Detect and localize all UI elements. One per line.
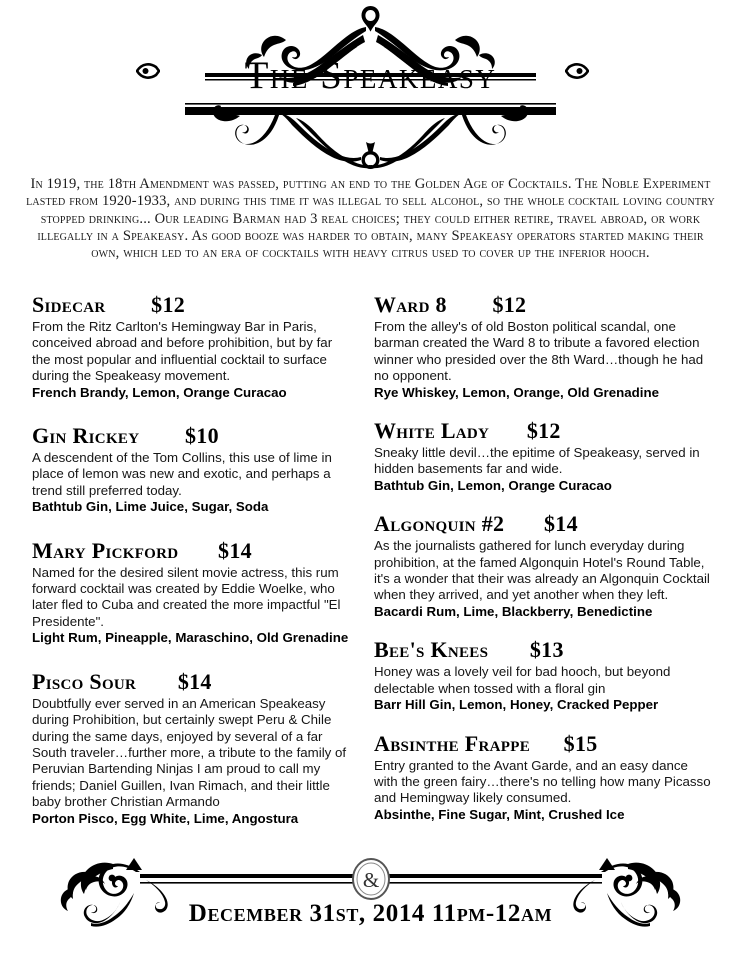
menu-item-name: Sidecar bbox=[32, 292, 106, 317]
menu-item-gin-rickey bbox=[32, 423, 354, 516]
intro-paragraph: In 1919, the 18th Amendment was passed, putting an end to the Golden Age of Cocktails. The Noble Experiment lasted from 1920-1933, and during this time it was illegal to sell alcohol, so the whole cocktail loving country stopped drinking... Our leading Barman had 3 real choices; they could either retire, travel abroad, or work illegally in a Speakeasy. As good booze was harder to obtain, many Speakeasy operators started making their own, which led to an era of cocktails with heavy citrus used to cover up the inferior hooch. bbox=[26, 176, 715, 262]
menu-item-ingredients: Rye Whiskey, Lemon, Orange, Old Grenadine bbox=[374, 384, 659, 400]
menu-header bbox=[0, 0, 741, 172]
menu-item-heading bbox=[32, 423, 354, 449]
menu-item-ingredients: Porton Pisco, Egg White, Lime, Angostura bbox=[32, 810, 299, 826]
menu-item-price: $14 bbox=[218, 537, 252, 563]
menu-item-name: Mary Pickford bbox=[32, 537, 179, 563]
menu-item-heading bbox=[374, 637, 714, 663]
menu-item-heading bbox=[374, 418, 714, 444]
menu-item-description: From the Ritz Carlton's Hemingway Bar in Paris, conceived abroad and before prohibition, but by far the most popular and influential cocktail to surface during the Speakeasy movement. bbox=[32, 319, 333, 384]
menu-item-price: $12 bbox=[492, 292, 527, 317]
event-date-time: December 31st, 2014 11pm-12am bbox=[188, 900, 553, 927]
menu-item-heading bbox=[32, 538, 354, 564]
menu-column-right bbox=[374, 292, 714, 833]
menu-item-ward-8 bbox=[374, 292, 714, 401]
menu-item-name: Bee's Knees bbox=[374, 637, 489, 663]
menu-item-name: Algonquin #2 bbox=[374, 511, 505, 537]
menu-item-description: Honey was a lovely veil for bad hooch, but beyond delectable when tossed with a floral gin bbox=[374, 664, 671, 696]
menu-footer bbox=[0, 858, 741, 960]
menu-item-name: Absinthe Frappe bbox=[374, 730, 531, 756]
header-rule-bottom-thick bbox=[185, 107, 556, 115]
menu-item-price: $12 bbox=[151, 292, 186, 317]
menu-item-description: Entry granted to the Avant Garde, and an easy dance with the green fairy…there's no telling how many Picasso and Hemingway likely consumed. bbox=[374, 757, 711, 806]
menu-item-heading bbox=[374, 731, 714, 757]
menu-item-ingredients: Bacardi Rum, Lime, Blackberry, Benedictine bbox=[374, 603, 653, 619]
menu-item-algonquin-2 bbox=[374, 511, 714, 620]
page-title: The Speakeasy bbox=[244, 54, 497, 97]
menu-item-price: $12 bbox=[526, 418, 561, 444]
menu-item-price: $15 bbox=[563, 730, 598, 756]
header-rule-bottom-thin bbox=[185, 103, 556, 105]
menu-item-ingredients: Absinthe, Fine Sugar, Mint, Crushed Ice bbox=[374, 806, 625, 822]
menu-item-heading bbox=[32, 292, 354, 318]
menu-item-name: Pisco Sour bbox=[32, 668, 137, 694]
menu-item-ingredients: French Brandy, Lemon, Orange Curacao bbox=[32, 384, 287, 400]
menu-column-left bbox=[32, 292, 354, 837]
menu-item-price: $10 bbox=[184, 423, 219, 449]
menu-item-sidecar bbox=[32, 292, 354, 401]
svg-text:&: & bbox=[362, 868, 380, 892]
ampersand-medallion-icon bbox=[353, 859, 389, 899]
menu-item-heading bbox=[374, 511, 714, 537]
menu-item-description: From the alley's of old Boston political scandal, one barman created the Ward 8 to tribute a favored election winner who presided over the 8th Ward…though he had no opponent. bbox=[374, 319, 704, 384]
menu-item-price: $14 bbox=[177, 668, 212, 694]
menu-item-bees-knees bbox=[374, 637, 714, 713]
menu-item-price: $13 bbox=[529, 637, 564, 663]
menu-item-description: As the journalists gathered for lunch everyday during prohibition, at the famed Algonquin Hotel's Round Table, it's a wonder that their was already an Algonquin Cocktail when they arrived, and yet another when they left. bbox=[374, 538, 710, 603]
menu-item-name: Gin Rickey bbox=[32, 423, 140, 449]
menu-item-name: White Lady bbox=[374, 418, 490, 444]
menu-item-description: A descendent of the Tom Collins, this use of lime in place of lemon was new and exotic, and perhaps a trend still preferred today. bbox=[32, 450, 332, 498]
menu-title-wrap bbox=[0, 56, 741, 95]
menu-item-description: Doubtfully ever served in an American Speakeasy during Prohibition, but certainly swept Peru & Chile during the same days, enjoyed by several of a far South traveler…further more, a tribute to the family of Peruvian Bartending Ninjas I am proud to call my friends; Daniel Guillen, Ivan Rimach, and their little baby brother Christian Armando bbox=[32, 695, 347, 810]
menu-item-pisco-sour bbox=[32, 669, 354, 827]
menu-item-price: $14 bbox=[543, 511, 578, 537]
menu-item-name: Ward 8 bbox=[374, 292, 447, 317]
menu-item-heading bbox=[32, 669, 354, 695]
menu-item-ingredients: Bathtub Gin, Lime Juice, Sugar, Soda bbox=[32, 499, 269, 515]
menu-item-white-lady bbox=[374, 418, 714, 494]
menu-item-description: Named for the desired silent movie actress, this rum forward cocktail was created by Eddie Woelke, who later fled to Cuba and created the more impactful "El Presidente". bbox=[32, 564, 341, 629]
menu-item-ingredients: Bathtub Gin, Lemon, Orange Curacao bbox=[374, 477, 612, 493]
menu-item-ingredients: Light Rum, Pineapple, Maraschino, Old Grenadine bbox=[32, 630, 349, 646]
menu-item-absinthe-frappe bbox=[374, 731, 714, 824]
menu-item-heading bbox=[374, 292, 714, 318]
menu-item-mary-pickford bbox=[32, 538, 354, 647]
menu-item-description: Sneaky little devil…the epitime of Speakeasy, served in hidden basements far and wide. bbox=[374, 445, 700, 477]
menu-item-ingredients: Barr Hill Gin, Lemon, Honey, Cracked Pepper bbox=[374, 697, 659, 713]
